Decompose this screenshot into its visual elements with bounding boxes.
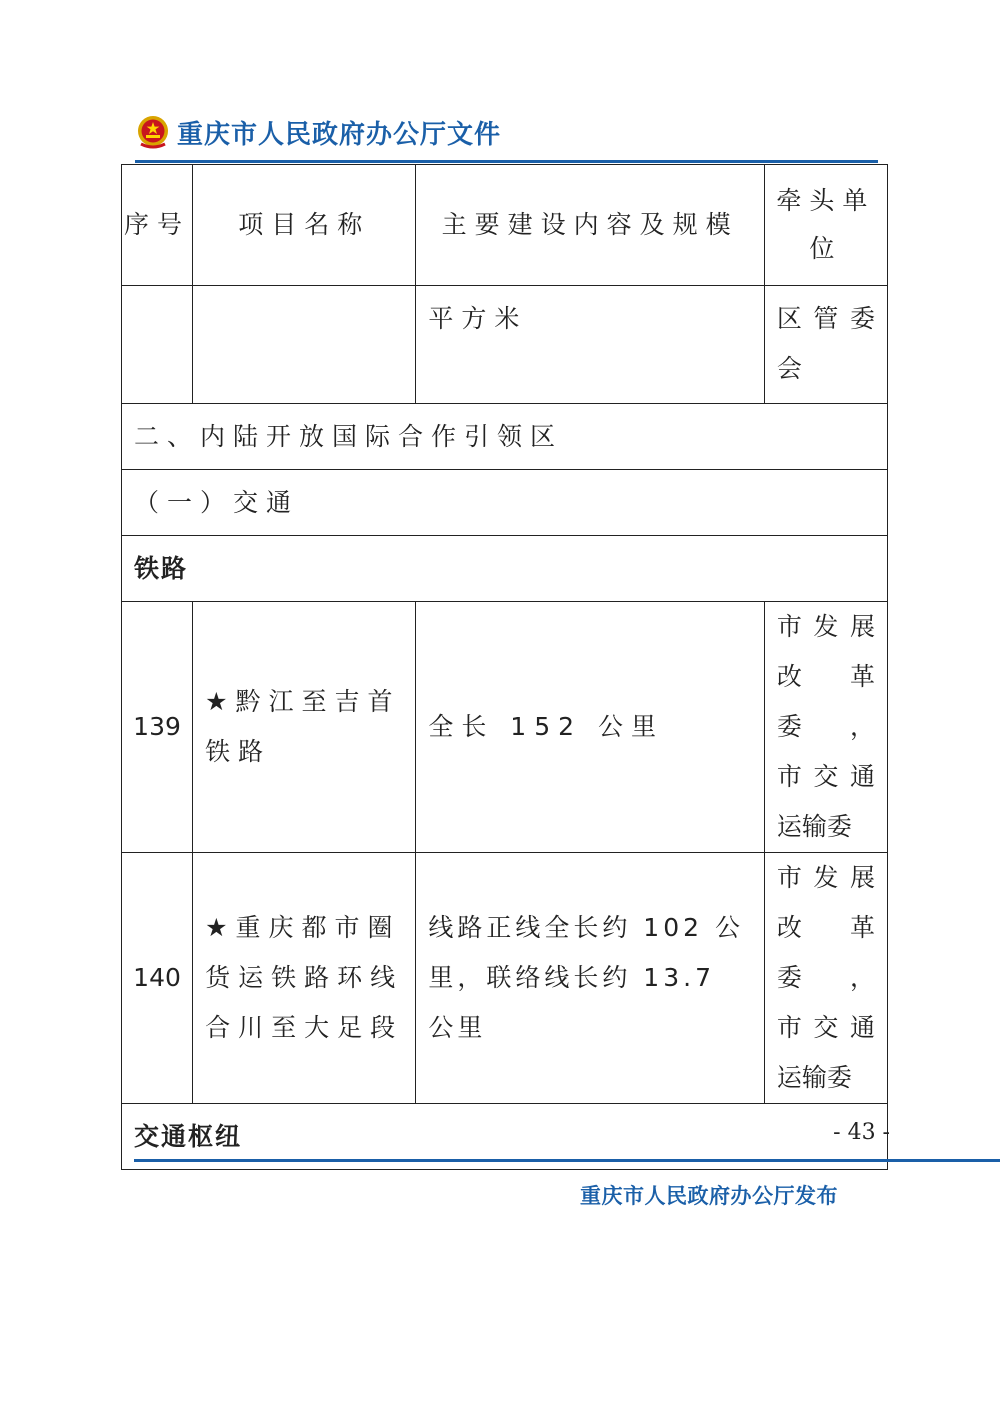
unit-line: 运输委 [776,1063,852,1092]
table-header-row [122,165,888,286]
document-header [135,110,501,154]
category-row-railway [122,536,888,602]
column-header-name: 项目名称 [193,165,416,286]
subsection-heading: （一）交通 [122,470,888,536]
project-table [121,164,888,1170]
table-row [122,602,888,853]
column-header-content: 主要建设内容及规模 [416,165,764,286]
unit-line: 市 发 展 [776,863,875,892]
section-heading-row [122,404,888,470]
subsection-heading-row [122,470,888,536]
unit-line: 运输委 [776,812,852,841]
table-cell-unit [764,853,887,1104]
footer-publisher: 重庆市人民政府办公厅发布 [580,1183,838,1208]
table-cell-content: 全长 152 公里 [416,602,764,853]
table-row [122,853,888,1104]
table-cell-seq: 140 [122,853,193,1104]
header-title: 重庆市人民政府办公厅文件 [177,119,502,150]
unit-line: 市 交 通 [776,762,875,791]
table-cell-empty [193,286,416,404]
unit-line: 会 [776,354,802,383]
unit-line: 改革委， [776,662,875,741]
column-header-seq: 序号 [122,165,193,286]
table-cell-empty [122,286,193,404]
category-heading-railway: 铁路 [122,536,888,602]
table-cell-name: ★黔江至吉首铁路 [193,602,416,853]
header-divider [135,160,878,163]
table-cell-unit [764,602,887,853]
section-heading: 二、内陆开放国际合作引领区 [122,404,888,470]
table-row-continued [122,286,888,404]
footer-divider [134,1159,1000,1162]
unit-line: 区 管 委 [776,304,875,333]
page-number: - 43 - [833,1120,890,1145]
category-heading-hub: 交通枢纽 [122,1104,888,1170]
column-header-unit: 牵头单位 [764,165,887,286]
table-cell-content: 线路正线全长约 102 公里，联络线长约 13.7 公里 [416,853,764,1104]
unit-line: 市 交 通 [776,1013,875,1042]
table-cell-name: ★重庆都市圈货运铁路环线合川至大足段 [193,853,416,1104]
table-cell-content: 平方米 [416,286,764,404]
table-cell-seq: 139 [122,602,193,853]
national-emblem-icon [135,114,171,150]
unit-line: 市 发 展 [776,612,875,641]
unit-line: 改革委， [776,913,875,992]
table-cell-unit [764,286,887,404]
